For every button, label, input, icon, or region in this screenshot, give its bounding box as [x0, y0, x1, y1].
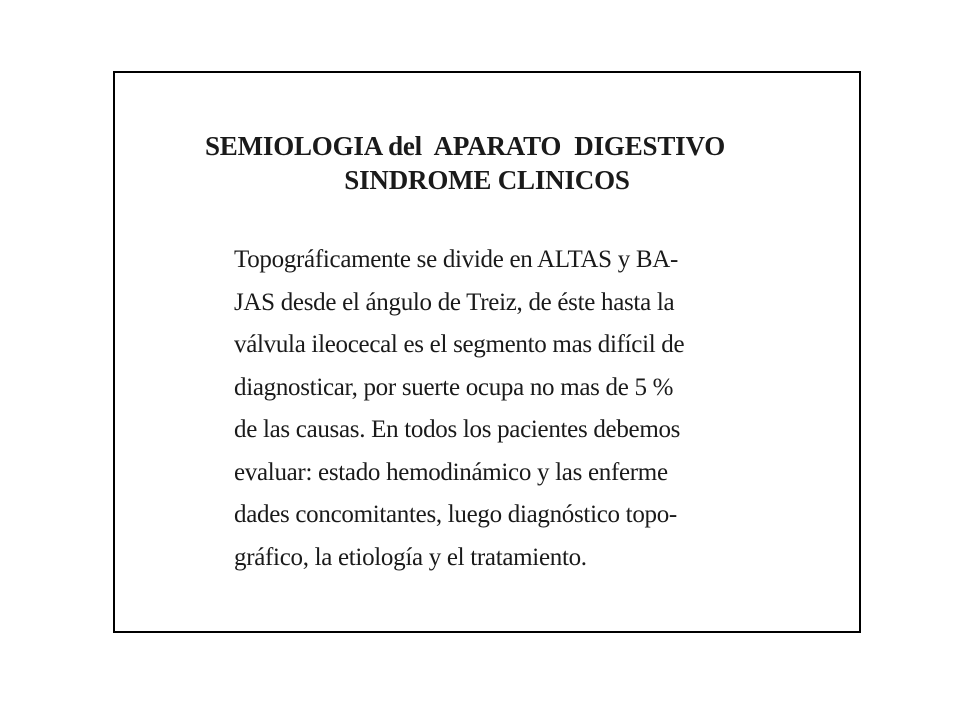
title-line-2: SINDROME CLINICOS [344, 165, 630, 195]
body-line-3: válvula ileocecal es el segmento mas difícil de [234, 331, 685, 358]
body-line-6: evaluar: estado hemodinámico y las enferme [234, 458, 668, 486]
body-line-7: dades concomitantes, luego diagnóstico topo- [234, 501, 677, 528]
body-line-4: diagnosticar, por suerte ocupa no mas de 5 % [234, 373, 674, 401]
body-paragraph [234, 239, 794, 579]
body-line-8: gráfico, la etiología y el tratamiento. [234, 543, 587, 571]
document-frame [113, 71, 861, 633]
body-line-1: Topográficamente se divide en ALTAS y BA- [234, 246, 679, 273]
body-line-5: de las causas. En todos los pacientes debemos [234, 416, 681, 443]
title-line-1: SEMIOLOGIA del APARATO DIGESTIVO [204, 131, 726, 161]
body-line-2: JAS desde el ángulo de Treiz, de éste hasta la [234, 288, 675, 316]
page-title [115, 129, 859, 197]
